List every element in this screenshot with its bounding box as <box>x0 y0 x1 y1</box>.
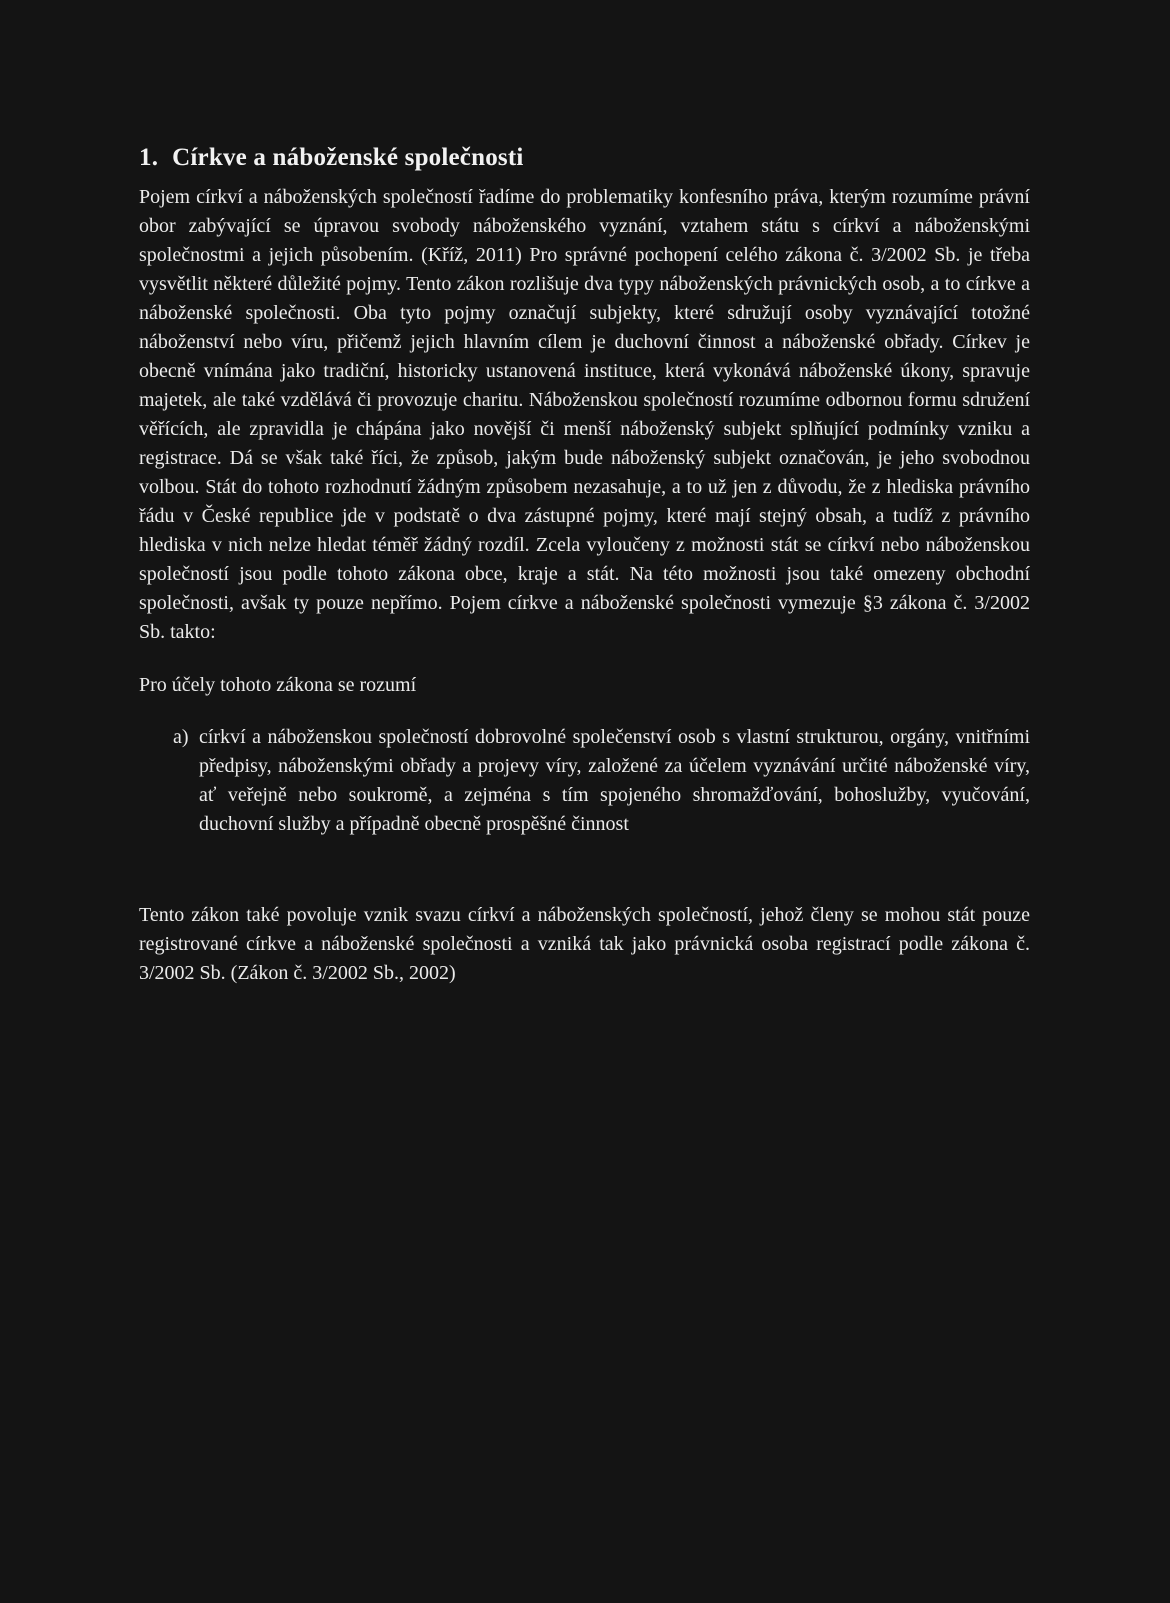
paragraph-purpose: Pro účely tohoto zákona se rozumí <box>139 674 417 696</box>
section-heading-number: 1. <box>139 144 159 171</box>
list-item-a <box>173 723 1030 839</box>
section-heading-title: Církve a náboženské společnosti <box>172 144 524 171</box>
section-heading <box>139 143 1030 173</box>
list-item-a-marker: a) <box>173 726 189 748</box>
paragraph-final: Tento zákon také povoluje vznik svazu církví a náboženských společností, jehož členy se mohou stát pouze registrované církve a náboženské společnosti a vzniká tak jako právnická osoba registrací podle zákona č. 3/2002 Sb. (Zákon č. 3/2002 Sb., 2002) <box>139 904 1030 984</box>
paragraph-main: Pojem církví a náboženských společností řadíme do problematiky konfesního práva, kterým rozumíme právní obor zabývající se úpravou svobody náboženského vyznání, vztahem státu s církví a náboženskými společnostmi a jejich působením. (Kříž, 2011) Pro správné pochopení celého zákona č. 3/2002 Sb. je třeba vysvětlit některé důležité pojmy. Tento zákon rozlišuje dva typy náboženských právnických osob, a to církve a náboženské společnosti. Oba tyto pojmy označují subjekty, které sdružují osoby vyznávající totožné náboženství nebo víru, přičemž jejich hlavním cílem je duchovní činnost a náboženské obřady. Církev je obecně vnímána jako tradiční, historicky ustanovená instituce, která vykonává náboženské úkony, spravuje majetek, ale také vzdělává či provozuje charitu. Náboženskou společností rozumíme odbornou formu sdružení věřících, ale zpravidla je chápána jako novější či menší náboženský subjekt splňující podmínky vzniku a registrace. Dá se však také říci, že způsob, jakým bude náboženský subjekt označován, je jeho svobodnou volbou. Stát do tohoto rozhodnutí žádným způsobem nezasahuje, a to už jen z důvodu, že z hlediska právního řádu v České republice jde v podstatě o dva zástupné pojmy, které mají stejný obsah, a tudíž z právního hlediska v nich nelze hledat téměř žádný rozdíl. Zcela vyloučeny z možnosti stát se církví nebo náboženskou společností jsou podle tohoto zákona obce, kraje a stát. Na této možnosti jsou také omezeny obchodní společnosti, avšak ty pouze nepřímo. Pojem církve a náboženské společnosti vymezuje §3 zákona č. 3/2002 Sb. takto: <box>139 186 1030 643</box>
list-item-a-text: církví a náboženskou společností dobrovolné společenství osob s vlastní strukturou, orgány, vnitřními předpisy, náboženskými obřady a projevy víry, založené za účelem vyznávání určité náboženské víry, ať veřejně nebo soukromě, a zejména s tím spojeného shromažďování, bohoslužby, vyučování, duchovní služby a případně obecně prospěšné činnost <box>199 726 1030 835</box>
